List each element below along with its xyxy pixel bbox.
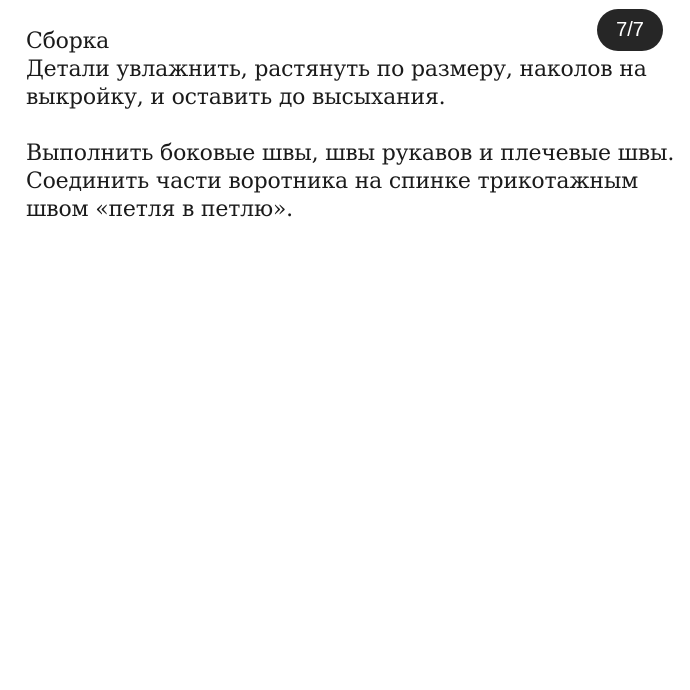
text-line: выкройку, и оставить до высыхания. bbox=[26, 85, 446, 110]
intro-paragraph bbox=[26, 28, 666, 112]
text-line: швом «петля в петлю». bbox=[26, 197, 293, 222]
section-heading: Сборка bbox=[26, 29, 110, 54]
text-line: Детали увлажнить, растянуть по размеру, наколов на bbox=[26, 57, 647, 82]
text-line: Выполнить боковые швы, швы рукавов и плечевые швы. bbox=[26, 141, 675, 166]
page-counter-badge: 7/7 bbox=[597, 9, 663, 51]
text-line: Соединить части воротника на спинке трикотажным bbox=[26, 169, 639, 194]
post-text bbox=[26, 28, 675, 224]
assembly-paragraph bbox=[26, 140, 675, 224]
